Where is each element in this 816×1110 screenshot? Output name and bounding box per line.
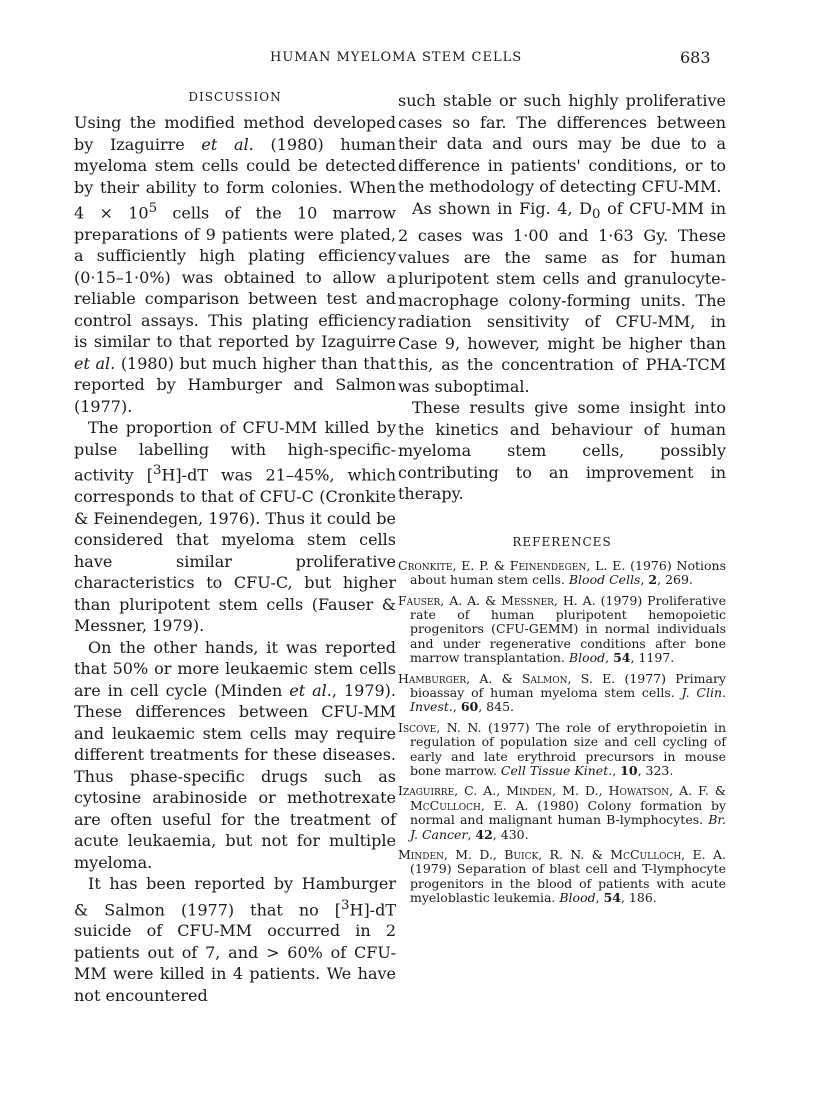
discussion-paragraph-2: The proportion of CFU-MM killed by pulse labelling with high-specific-activity [$^3$H]-dT was 21–45%, which corresponds to that of CFU-C (Cronkite & Feinendegen, 1976). Thus it could be considered that myeloma stem cells have similar proliferative characteristics to CFU-C, but higher than pluripotent stem cells (Fauser & Messner, 1979). (74, 418, 397, 636)
right-column (398, 90, 726, 912)
running-title: HUMAN MYELOMA STEM CELLS (270, 50, 523, 65)
reference-item: Iscove, N. N. (1977) The role of erythropoietin in regulation of population size and cell cycling of early and late erythroid precursors in mouse bone marrow. Cell Tissue Kinet., 10, 323. (398, 719, 727, 778)
reference-item: Hamburger, A. & Salmon, S. E. (1977) Primary bioassay of human myeloma stem cells. J. Clin. Invest., 60, 845. (398, 670, 726, 715)
discussion-paragraph-3: On the other hands, it was reported that 50% or more leukaemic stem cells are in cell cycle (Minden et al., 1979). These differences between CFU-MM and leukaemic stem cells may require different treatments for these diseases. Thus phase-specific drugs such as cytosine arabinoside or methotrexate are often useful for the treatment of acute leukaemia, but not for multiple myeloma. (74, 637, 397, 872)
discussion-heading: DISCUSSION (188, 90, 282, 104)
discussion-paragraph-6: These results give some insight into the kinetics and behaviour of human myeloma stem cells, possibly contributing to an improvement in therapy. (398, 398, 726, 504)
reference-item: Minden, M. D., Buick, R. N. & McCulloch, E. A. (1979) Separation of blast cell and T-lymphocyte progenitors in the blood of patients with acute myeloblastic leukemia. Blood, 54, 186. (398, 847, 726, 906)
reference-item: Fauser, A. A. & Messner, H. A. (1979) Proliferative rate of human pluripotent hemopoietic progenitors (CFU-GEMM) in normal individuals and under regenerative conditions after bone marrow transplantation. Blood, 54, 1197. (398, 592, 726, 666)
left-column (74, 90, 396, 1006)
reference-item: Izaguirre, C. A., Minden, M. D., Howatson, A. F. & McCulloch, E. A. (1980) Colony formation by normal and malignant human B-lymphocytes. Br. J. Cancer, 42, 430. (398, 783, 727, 842)
running-header (0, 50, 816, 72)
references-heading: REFERENCES (512, 534, 612, 549)
reference-item: Cronkite, E. P. & Feinendegen, L. E. (1976) Notions about human stem cells. Blood Cells, 2, 269. (398, 557, 726, 588)
discussion-paragraph-5: As shown in Fig. 4, $D_0$ of CFU-MM in 2 cases was 1·00 and 1·63 Gy. These values are the same as for human pluripotent stem cells and granulocyte-macrophage colony-forming units. The radiation sensitivity of CFU-MM, in Case 9, however, might be higher than this, as the concentration of PHA-TCM was suboptimal. (398, 198, 727, 396)
discussion-paragraph-4-continued: such stable or such highly proliferative cases so far. The differences between their data and ours may be due to a difference in patients' conditions, or to the methodology of detecting CFU-MM. (398, 91, 726, 196)
discussion-paragraph-1: Using the modified method developed by Izaguirre et al. (1980) human myeloma stem cells could be detected by their ability to form colonies. When $4 \times 10^5$ cells of the 10 marrow preparations of 9 patients were plated, a sufficiently high plating efficiency (0·15–1·0%) was obtained to allow a reliable comparison between test and control assays. This plating efficiency is similar to that reported by Izaguirre et al. (1980) but much higher than that reported by Hamburger and Salmon (1977). (74, 113, 397, 416)
discussion-paragraph-4: It has been reported by Hamburger & Salmon (1977) that no [$^3$H]-dT suicide of CFU-MM occurred in 2 patients out of 7, and > 60% of CFU-MM were killed in 4 patients. We have not encountered (74, 874, 396, 1005)
page-number: 683 (680, 48, 711, 67)
reference-list (398, 559, 726, 906)
